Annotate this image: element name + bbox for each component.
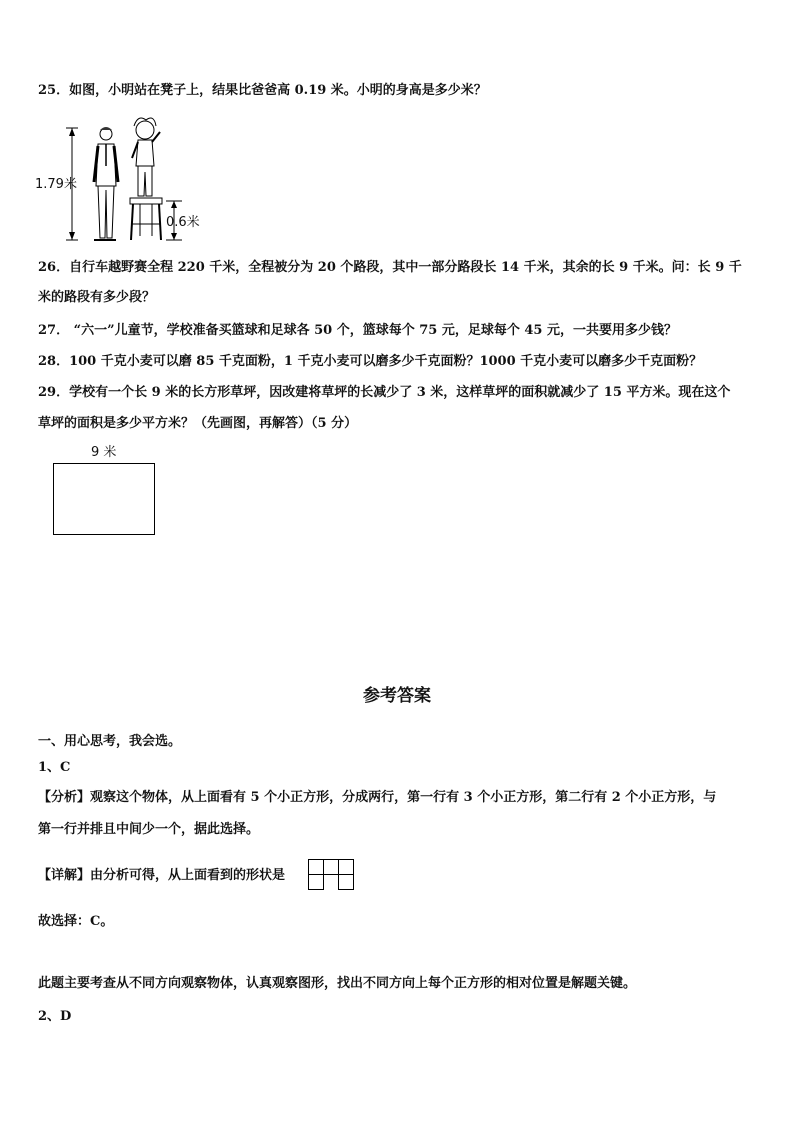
- stool-figure: [130, 198, 162, 240]
- answers-title: 参考答案: [363, 686, 431, 706]
- question-29-line1: 29．学校有一个长 9 米的长方形草坪，因改建将草坪的长减少了 3 米，这样草坪的面积就减少了 15 平方米。现在这个: [38, 385, 731, 400]
- top-view-figure: [308, 859, 354, 891]
- answer-1-detail: 【详解】由分析可得，从上面看到的形状是: [38, 868, 286, 883]
- question-25-text: 25．如图，小明站在凳子上，结果比爸爸高 0.19 米。小明的身高是多少米？: [38, 83, 487, 98]
- height-label: 1.79米: [35, 177, 77, 192]
- answer-1-label: 1、C: [38, 760, 71, 775]
- question-29-line2: 草坪的面积是多少平方米？（先画图，再解答）（5 分）: [38, 416, 358, 431]
- question-26-line1: 26．自行车越野赛全程 220 千米，全程被分为 20 个路段，其中一部分路段长 14 千米，其余的长 9 千米。问：长 9 千: [38, 260, 742, 275]
- question-26-line2: 米的路段有多少段？: [38, 290, 156, 305]
- question-28-text: 28．100 千克小麦可以磨 85 千克面粉，1 千克小麦可以磨多少千克面粉？1000 千克小麦可以磨多少千克面粉？: [38, 354, 703, 369]
- stool-height-label: 0.6米: [166, 215, 200, 230]
- answer-1-analysis-line2: 第一行并排且中间少一个，据此选择。: [38, 822, 260, 837]
- lawn-rectangle: [53, 463, 155, 535]
- father-figure: [94, 127, 118, 240]
- answer-1-analysis-line1: 【分析】观察这个物体，从上面看有 5 个小正方形，分成两行，第一行有 3 个小正方形，第二行有 2 个小正方形，与: [38, 790, 717, 805]
- section-1-heading: 一、用心思考，我会选。: [38, 734, 182, 749]
- answer-1-choice: 故选择：C。: [38, 914, 114, 929]
- question-27-text: 27． “六一”儿童节，学校准备买篮球和足球各 50 个，篮球每个 75 元，足球每个 45 元，一共要用多少钱？: [38, 323, 678, 338]
- rectangle-length-label: 9 米: [91, 445, 117, 460]
- boy-figure: [132, 118, 160, 196]
- answer-1-summary: 此题主要考查从不同方向观察物体，认真观察图形，找出不同方向上每个正方形的相对位置是解题关键。: [38, 976, 637, 991]
- answer-2-label: 2、D: [38, 1009, 72, 1024]
